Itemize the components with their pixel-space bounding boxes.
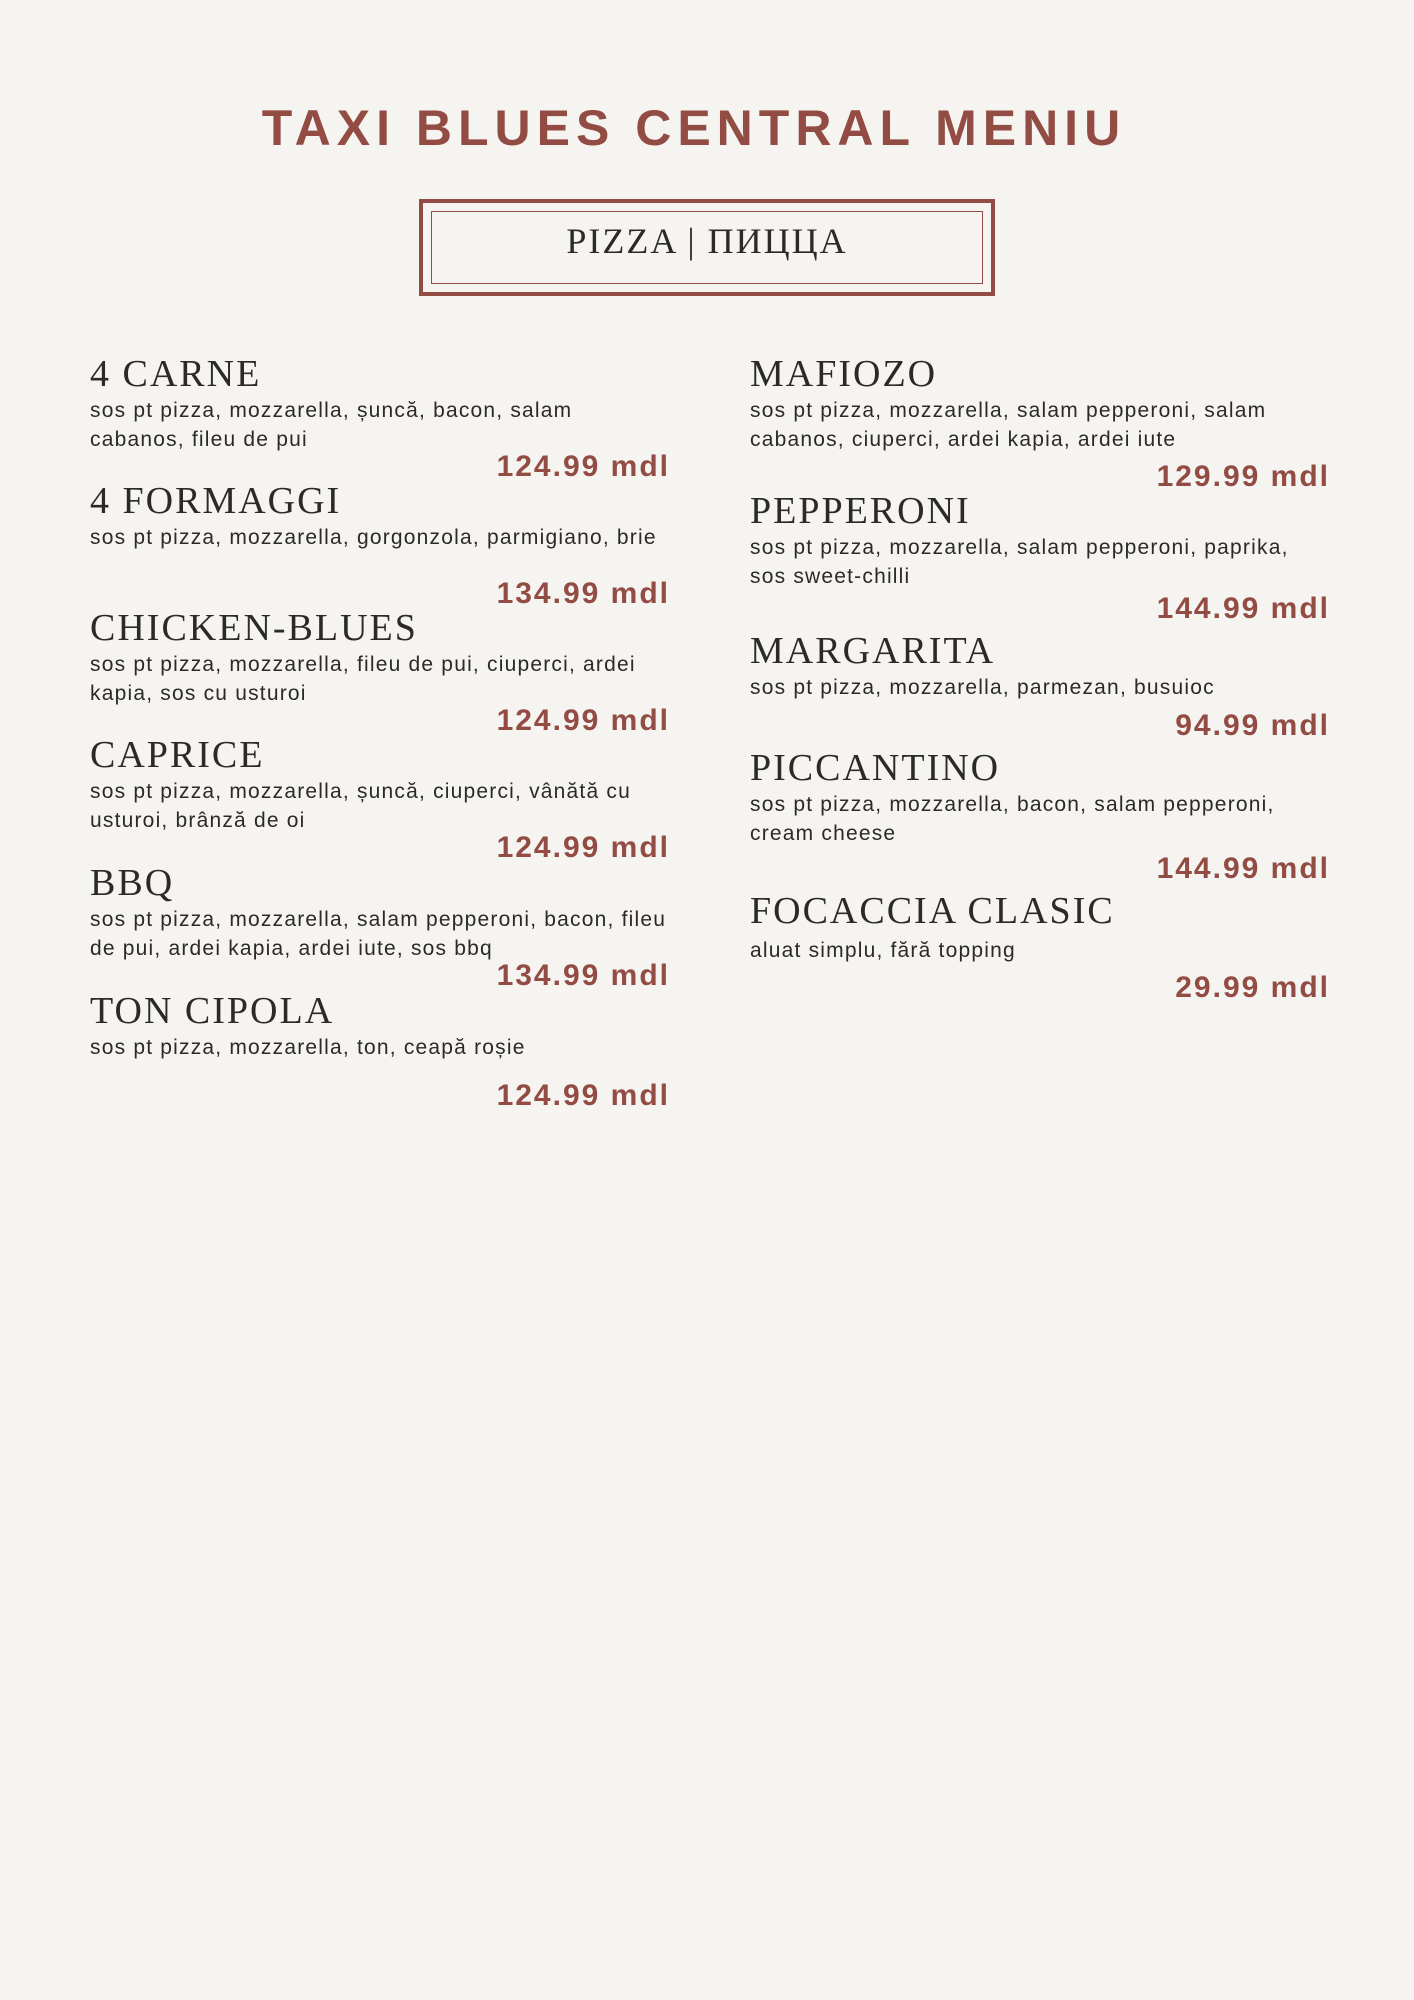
menu-item-name: PEPPERONI	[750, 490, 971, 532]
menu-item	[90, 606, 670, 737]
menu-item-name: BBQ	[90, 862, 175, 904]
menu-item-description: sos pt pizza, mozzarella, bacon, salam pepperoni, cream cheese	[750, 793, 1275, 845]
menu-item-description: sos pt pizza, mozzarella, salam pepperoni, paprika, sos sweet-chilli	[750, 536, 1289, 588]
menu-item	[750, 889, 1330, 1009]
menu-item-description: sos pt pizza, mozzarella, ton, ceapă roșie	[90, 1036, 526, 1059]
menu-item-price: 94.99 mdl	[1175, 709, 1330, 742]
menu-item-price: 124.99 mdl	[496, 704, 670, 737]
menu-item-description: sos pt pizza, mozzarella, șuncă, bacon, salam cabanos, fileu de pui	[90, 399, 573, 451]
menu-item-price: 124.99 mdl	[496, 1079, 670, 1112]
menu-item-description: sos pt pizza, mozzarella, fileu de pui, ciuperci, ardei kapia, sos cu usturoi	[90, 653, 636, 705]
section-header-frame	[419, 199, 995, 296]
menu-item	[750, 489, 1330, 629]
menu-item-price: 144.99 mdl	[1156, 852, 1330, 885]
menu-item	[90, 861, 670, 992]
page-title: TAXI BLUES CENTRAL MENIU	[261, 100, 1127, 156]
menu-item-price: 124.99 mdl	[496, 831, 670, 864]
section-title: PIZZA | ПИЦЦА	[566, 221, 848, 261]
menu-item-description: sos pt pizza, mozzarella, salam pepperoni, salam cabanos, ciuperci, ardei kapia, ardei iute	[750, 399, 1267, 451]
menu-item-name: CHICKEN-BLUES	[90, 607, 418, 649]
menu-item-description: sos pt pizza, mozzarella, gorgonzola, parmigiano, brie	[90, 526, 657, 549]
menu-item-name: FOCACCIA CLASIC	[750, 890, 1115, 932]
menu-column-left	[90, 352, 670, 1119]
menu-item-price: 29.99 mdl	[1175, 971, 1330, 1004]
menu-item-description: sos pt pizza, mozzarella, parmezan, busuioc	[750, 676, 1215, 699]
menu-item-name: 4 FORMAGGI	[90, 480, 342, 522]
menu-item-price: 129.99 mdl	[1156, 460, 1330, 493]
menu-item-name: CAPRICE	[90, 734, 265, 776]
menu-item-description: sos pt pizza, mozzarella, șuncă, ciuperci, vânătă cu usturoi, brânză de oi	[90, 780, 631, 832]
menu-item-description: aluat simplu, fără topping	[750, 939, 1016, 962]
menu-item-price: 134.99 mdl	[496, 577, 670, 610]
menu-item-name: 4 CARNE	[90, 353, 262, 395]
menu-column-right	[750, 352, 1330, 1009]
menu-item-name: PICCANTINO	[750, 747, 1001, 789]
menu-item-price: 144.99 mdl	[1156, 592, 1330, 625]
menu-item-name: MAFIOZO	[750, 353, 938, 395]
menu-item-description: sos pt pizza, mozzarella, salam pepperoni, bacon, fileu de pui, ardei kapia, ardei iute, sos bbq	[90, 908, 667, 960]
menu-item-price: 134.99 mdl	[496, 959, 670, 992]
menu-item	[750, 629, 1330, 746]
menu-item	[90, 479, 670, 610]
menu-item	[750, 352, 1330, 493]
menu-item-name: TON CIPOLA	[90, 990, 335, 1032]
menu-item	[90, 733, 670, 864]
menu-item	[90, 352, 670, 483]
menu-item-name: MARGARITA	[750, 630, 996, 672]
menu-item	[90, 989, 670, 1119]
menu-item-price: 124.99 mdl	[496, 450, 670, 483]
menu-item	[750, 746, 1330, 889]
